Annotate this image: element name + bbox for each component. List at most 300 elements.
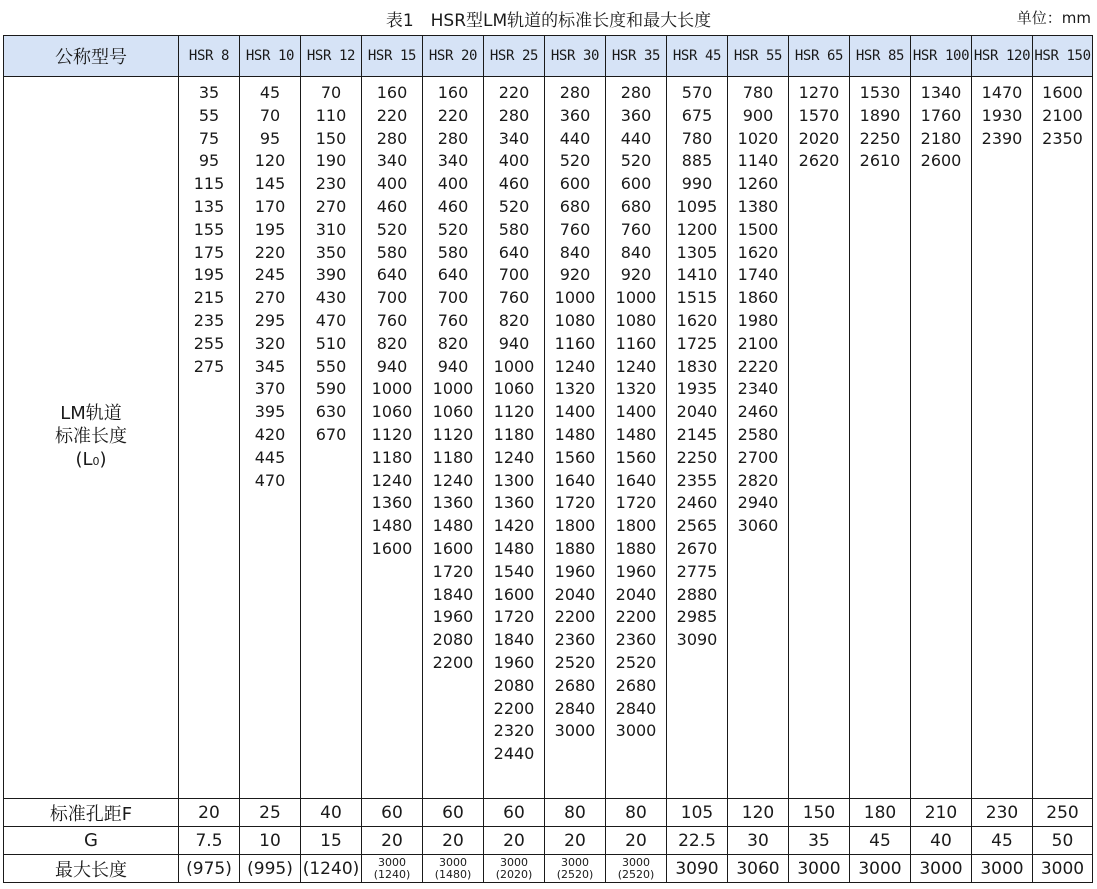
length-value: 400 — [437, 174, 469, 194]
g-label: G — [4, 827, 179, 855]
length-value: 440 — [559, 128, 591, 148]
length-value: 2340 — [737, 379, 779, 399]
max-length-alt-value: (1480) — [434, 867, 472, 881]
length-value: 280 — [620, 83, 652, 102]
length-value: 2610 — [859, 151, 901, 171]
max-length-value: 3000 — [561, 855, 589, 869]
length-value: 3060 — [737, 516, 779, 536]
length-value: 270 — [315, 196, 347, 216]
length-value: 2360 — [554, 630, 596, 650]
length-value: 820 — [498, 310, 530, 330]
length-value: 2040 — [676, 402, 718, 422]
length-value: 2020 — [798, 128, 840, 148]
length-value: 840 — [620, 242, 652, 262]
standard-length-cell — [301, 77, 362, 799]
standard-length-cell — [728, 77, 789, 799]
length-value: 175 — [193, 242, 225, 262]
length-value: 170 — [254, 196, 286, 216]
length-value: 160 — [376, 83, 408, 102]
length-value: 1095 — [676, 196, 718, 216]
length-value: 2200 — [493, 698, 535, 718]
max-length-value: 3060 — [736, 858, 780, 879]
max-length-value: 3000 — [500, 855, 528, 869]
standard-length-cell — [362, 77, 423, 799]
length-value: 510 — [315, 333, 347, 353]
max-length-cell — [667, 855, 728, 883]
length-value: 780 — [742, 83, 774, 102]
pitch-f-row — [4, 799, 1093, 827]
length-value: 920 — [559, 265, 591, 285]
max-length-value: 3000 — [919, 858, 963, 879]
length-value: 1570 — [798, 105, 840, 125]
length-value: 680 — [620, 196, 652, 216]
length-value: 70 — [259, 105, 281, 125]
max-length-row — [4, 855, 1093, 883]
length-value: 1080 — [615, 310, 657, 330]
length-value: 280 — [559, 83, 591, 102]
length-value: 3090 — [676, 630, 718, 650]
length-value: 2600 — [920, 151, 962, 171]
max-length-value: (975) — [186, 858, 232, 879]
model-header-cell: HSR 20 — [423, 36, 484, 77]
length-value: 2940 — [737, 493, 779, 513]
length-value: 2350 — [1042, 128, 1083, 148]
length-value: 1360 — [371, 493, 413, 513]
length-value: 2040 — [615, 584, 657, 604]
max-length-value: 3000 — [797, 858, 841, 879]
length-value: 195 — [193, 265, 225, 285]
label-paren-close: ) — [99, 449, 107, 470]
length-value: 1720 — [432, 561, 474, 581]
length-value: 885 — [681, 151, 713, 171]
pitch-f-cell: 105 — [667, 799, 728, 827]
length-value: 1800 — [554, 516, 596, 536]
standard-length-cell — [1033, 77, 1093, 799]
length-value: 2320 — [493, 721, 535, 741]
standard-length-cell — [240, 77, 301, 799]
length-value: 520 — [559, 151, 591, 171]
length-value: 1960 — [554, 561, 596, 581]
length-value: 275 — [193, 356, 225, 376]
length-value: 680 — [559, 196, 591, 216]
length-value: 1480 — [493, 538, 535, 558]
g-cell: 20 — [545, 827, 606, 855]
length-value: 2250 — [859, 128, 901, 148]
pitch-f-cell: 80 — [545, 799, 606, 827]
length-value: 280 — [498, 105, 530, 125]
length-value: 1260 — [737, 174, 779, 194]
length-value: 2145 — [676, 424, 718, 444]
max-length-value: 3000 — [439, 855, 467, 869]
g-cell: 10 — [240, 827, 301, 855]
length-value: 580 — [376, 242, 408, 262]
length-value: 1840 — [432, 584, 474, 604]
length-value: 1540 — [493, 561, 535, 581]
length-value: 1720 — [554, 493, 596, 513]
length-value: 2220 — [737, 356, 779, 376]
length-value: 1180 — [432, 447, 474, 467]
length-value: 470 — [315, 310, 347, 330]
max-length-value: 3000 — [858, 858, 902, 879]
length-value: 1120 — [371, 424, 413, 444]
length-value: 370 — [254, 379, 286, 399]
length-value: 1480 — [432, 516, 474, 536]
g-cell: 50 — [1033, 827, 1093, 855]
length-value: 220 — [498, 83, 530, 102]
max-length-label: 最大长度 — [4, 855, 179, 883]
max-length-cell — [972, 855, 1033, 883]
length-value: 110 — [315, 105, 347, 125]
length-value: 1360 — [432, 493, 474, 513]
length-value: 520 — [620, 151, 652, 171]
max-length-cell — [545, 855, 606, 883]
pitch-f-cell: 25 — [240, 799, 301, 827]
max-length-value: (1240) — [302, 858, 360, 879]
length-value: 760 — [498, 288, 530, 308]
model-header-cell: HSR 30 — [545, 36, 606, 77]
length-value: 2440 — [493, 744, 535, 764]
g-cell: 20 — [606, 827, 667, 855]
length-value: 1340 — [920, 83, 962, 102]
pitch-f-cell: 80 — [606, 799, 667, 827]
length-value: 940 — [498, 333, 530, 353]
length-value: 1530 — [859, 83, 901, 102]
length-value: 1180 — [493, 424, 535, 444]
length-value: 3000 — [615, 721, 657, 741]
length-value: 1360 — [493, 493, 535, 513]
unit-note: 单位：mm — [1016, 9, 1091, 27]
length-value: 460 — [437, 196, 469, 216]
length-value: 1480 — [371, 516, 413, 536]
model-header-cell: HSR 55 — [728, 36, 789, 77]
max-length-cell — [789, 855, 850, 883]
length-value: 2820 — [737, 470, 779, 490]
length-value: 2355 — [676, 470, 718, 490]
length-value: 1620 — [737, 242, 779, 262]
length-value: 1930 — [981, 105, 1023, 125]
header-row — [4, 36, 1093, 77]
length-value: 215 — [193, 288, 225, 308]
length-value: 400 — [498, 151, 530, 171]
length-value: 1880 — [615, 538, 657, 558]
length-value: 2200 — [615, 607, 657, 627]
length-value: 360 — [620, 105, 652, 125]
pitch-f-cell: 60 — [362, 799, 423, 827]
length-value: 1830 — [676, 356, 718, 376]
length-value: 95 — [259, 128, 281, 148]
max-length-alt-value: (2520) — [556, 867, 594, 881]
length-value: 580 — [498, 219, 530, 239]
length-value: 760 — [559, 219, 591, 239]
max-length-cell — [850, 855, 911, 883]
length-value: 2460 — [737, 402, 779, 422]
table-caption: 表1 HSR型LM轨道的标准长度和最大长度 — [385, 11, 712, 31]
length-value: 1860 — [737, 288, 779, 308]
length-value: 2620 — [798, 151, 840, 171]
length-value: 1600 — [1042, 83, 1083, 102]
length-value: 1000 — [615, 288, 657, 308]
length-value: 2080 — [432, 630, 474, 650]
model-header-cell: HSR 10 — [240, 36, 301, 77]
length-value: 1640 — [554, 470, 596, 490]
pitch-f-cell: 40 — [301, 799, 362, 827]
length-value: 1600 — [432, 538, 474, 558]
length-value: 640 — [376, 265, 408, 285]
length-value: 700 — [498, 265, 530, 285]
length-value: 2680 — [615, 675, 657, 695]
standard-length-cell — [484, 77, 545, 799]
length-value: 430 — [315, 288, 347, 308]
length-value: 1160 — [554, 333, 596, 353]
length-value: 1560 — [615, 447, 657, 467]
length-value: 1400 — [554, 402, 596, 422]
length-value: 2100 — [1042, 105, 1083, 125]
length-value: 1480 — [554, 424, 596, 444]
length-value: 420 — [254, 424, 286, 444]
pitch-f-cell: 250 — [1033, 799, 1093, 827]
length-value: 2040 — [554, 584, 596, 604]
length-value: 1410 — [676, 265, 718, 285]
length-value: 340 — [498, 128, 530, 148]
length-value: 760 — [620, 219, 652, 239]
standard-length-cell — [179, 77, 240, 799]
model-header-cell: HSR 45 — [667, 36, 728, 77]
model-header-cell: HSR 15 — [362, 36, 423, 77]
length-value: 2775 — [676, 561, 718, 581]
length-value: 70 — [320, 83, 342, 102]
length-value: 1600 — [371, 538, 413, 558]
length-value: 235 — [193, 310, 225, 330]
length-value: 1180 — [371, 447, 413, 467]
length-value: 295 — [254, 310, 286, 330]
length-value: 2985 — [676, 607, 718, 627]
length-value: 1960 — [493, 652, 535, 672]
length-value: 1000 — [432, 379, 474, 399]
length-value: 230 — [315, 174, 347, 194]
max-length-alt-value: (1240) — [373, 867, 411, 881]
length-value: 1720 — [615, 493, 657, 513]
length-value: 195 — [254, 219, 286, 239]
length-value: 675 — [681, 105, 713, 125]
length-value: 1800 — [615, 516, 657, 536]
length-value: 1060 — [493, 379, 535, 399]
length-value: 395 — [254, 402, 286, 422]
length-value: 820 — [437, 333, 469, 353]
length-value: 2840 — [554, 698, 596, 718]
length-value: 1240 — [432, 470, 474, 490]
standard-length-label-line3 — [4, 448, 178, 473]
length-value: 2520 — [615, 652, 657, 672]
pitch-f-cell: 230 — [972, 799, 1033, 827]
max-length-alt-value: (2520) — [617, 867, 655, 881]
g-cell: 35 — [789, 827, 850, 855]
length-value: 520 — [376, 219, 408, 239]
length-value: 35 — [198, 83, 220, 102]
length-value: 1240 — [493, 447, 535, 467]
model-header-cell: HSR 150 — [1033, 36, 1093, 77]
length-value: 190 — [315, 151, 347, 171]
g-cell: 20 — [423, 827, 484, 855]
length-value: 390 — [315, 265, 347, 285]
pitch-f-cell: 20 — [179, 799, 240, 827]
length-value: 220 — [376, 105, 408, 125]
length-value: 160 — [437, 83, 469, 102]
length-value: 700 — [376, 288, 408, 308]
g-cell: 7.5 — [179, 827, 240, 855]
label-paren-open: (L — [75, 449, 93, 470]
length-value: 1740 — [737, 265, 779, 285]
length-value: 1240 — [554, 356, 596, 376]
pitch-f-label: 标准孔距F — [4, 799, 179, 827]
standard-length-cell — [667, 77, 728, 799]
length-value: 2520 — [554, 652, 596, 672]
model-header-cell: HSR 12 — [301, 36, 362, 77]
length-value: 920 — [620, 265, 652, 285]
length-value: 520 — [498, 196, 530, 216]
length-value: 280 — [437, 128, 469, 148]
header-corner-label: 公称型号 — [4, 36, 179, 77]
label-subscript: 0 — [92, 455, 100, 468]
length-value: 1560 — [554, 447, 596, 467]
length-value: 145 — [254, 174, 286, 194]
length-value: 1240 — [615, 356, 657, 376]
length-value: 2580 — [737, 424, 779, 444]
length-value: 155 — [193, 219, 225, 239]
length-value: 1840 — [493, 630, 535, 650]
length-value: 345 — [254, 356, 286, 376]
g-cell: 22.5 — [667, 827, 728, 855]
max-length-cell — [911, 855, 972, 883]
length-value: 2360 — [615, 630, 657, 650]
length-value: 2880 — [676, 584, 718, 604]
length-value: 1270 — [798, 83, 840, 102]
length-value: 2100 — [737, 333, 779, 353]
g-cell: 45 — [972, 827, 1033, 855]
model-header-cell: HSR 65 — [789, 36, 850, 77]
length-value: 1320 — [554, 379, 596, 399]
g-row — [4, 827, 1093, 855]
length-value: 320 — [254, 333, 286, 353]
length-value: 1200 — [676, 219, 718, 239]
max-length-value: (995) — [247, 858, 293, 879]
length-value: 2180 — [920, 128, 962, 148]
length-value: 600 — [620, 174, 652, 194]
pitch-f-cell: 60 — [423, 799, 484, 827]
length-value: 1620 — [676, 310, 718, 330]
model-header-cell: HSR 100 — [911, 36, 972, 77]
length-value: 135 — [193, 196, 225, 216]
length-value: 245 — [254, 265, 286, 285]
length-value: 1140 — [737, 151, 779, 171]
length-value: 1120 — [432, 424, 474, 444]
length-value: 990 — [681, 174, 713, 194]
standard-length-label-line2: 标准长度 — [55, 426, 127, 447]
length-value: 280 — [376, 128, 408, 148]
max-length-value: 3090 — [675, 858, 719, 879]
standard-length-cell — [423, 77, 484, 799]
length-value: 1000 — [371, 379, 413, 399]
max-length-cell — [728, 855, 789, 883]
length-value: 400 — [376, 174, 408, 194]
length-value: 2840 — [615, 698, 657, 718]
length-value: 2200 — [554, 607, 596, 627]
length-value: 700 — [437, 288, 469, 308]
model-header-cell: HSR 85 — [850, 36, 911, 77]
standard-length-row — [4, 77, 1093, 799]
length-value: 1060 — [432, 402, 474, 422]
pitch-f-cell: 180 — [850, 799, 911, 827]
length-value: 1320 — [615, 379, 657, 399]
length-value: 550 — [315, 356, 347, 376]
length-value: 1380 — [737, 196, 779, 216]
pitch-f-cell: 120 — [728, 799, 789, 827]
length-value: 2250 — [676, 447, 718, 467]
length-value: 360 — [559, 105, 591, 125]
length-value: 310 — [315, 219, 347, 239]
length-value: 1000 — [493, 356, 535, 376]
length-value: 670 — [315, 424, 347, 444]
g-cell: 15 — [301, 827, 362, 855]
length-value: 1000 — [554, 288, 596, 308]
length-value: 1720 — [493, 607, 535, 627]
length-value: 120 — [254, 151, 286, 171]
max-length-cell — [484, 855, 545, 883]
length-value: 75 — [198, 128, 220, 148]
length-value: 2390 — [981, 128, 1023, 148]
length-value: 640 — [498, 242, 530, 262]
standard-length-cell — [789, 77, 850, 799]
length-value: 150 — [315, 128, 347, 148]
max-length-cell — [240, 855, 301, 883]
length-value: 940 — [437, 356, 469, 376]
length-value: 255 — [193, 333, 225, 353]
rail-length-table — [3, 35, 1093, 883]
max-length-cell — [301, 855, 362, 883]
length-value: 1960 — [615, 561, 657, 581]
length-value: 3000 — [554, 721, 596, 741]
max-length-value: 3000 — [980, 858, 1024, 879]
length-value: 520 — [437, 219, 469, 239]
length-value: 1725 — [676, 333, 718, 353]
length-value: 115 — [193, 174, 225, 194]
pitch-f-cell: 150 — [789, 799, 850, 827]
model-header-cell: HSR 8 — [179, 36, 240, 77]
max-length-cell — [179, 855, 240, 883]
length-value: 445 — [254, 447, 286, 467]
length-value: 340 — [376, 151, 408, 171]
standard-length-label-line1: LM轨道 — [60, 403, 122, 424]
max-length-value: 3000 — [378, 855, 406, 869]
length-value: 590 — [315, 379, 347, 399]
g-cell: 40 — [911, 827, 972, 855]
length-value: 1400 — [615, 402, 657, 422]
length-value: 2700 — [737, 447, 779, 467]
length-value: 1480 — [615, 424, 657, 444]
length-value: 840 — [559, 242, 591, 262]
length-value: 570 — [681, 83, 713, 102]
g-cell: 30 — [728, 827, 789, 855]
length-value: 1060 — [371, 402, 413, 422]
g-cell: 45 — [850, 827, 911, 855]
length-value: 1305 — [676, 242, 718, 262]
length-value: 1120 — [493, 402, 535, 422]
length-value: 1500 — [737, 219, 779, 239]
length-value: 1300 — [493, 470, 535, 490]
length-value: 460 — [376, 196, 408, 216]
length-value: 2200 — [432, 652, 474, 672]
length-value: 1020 — [737, 128, 779, 148]
length-value: 1515 — [676, 288, 718, 308]
